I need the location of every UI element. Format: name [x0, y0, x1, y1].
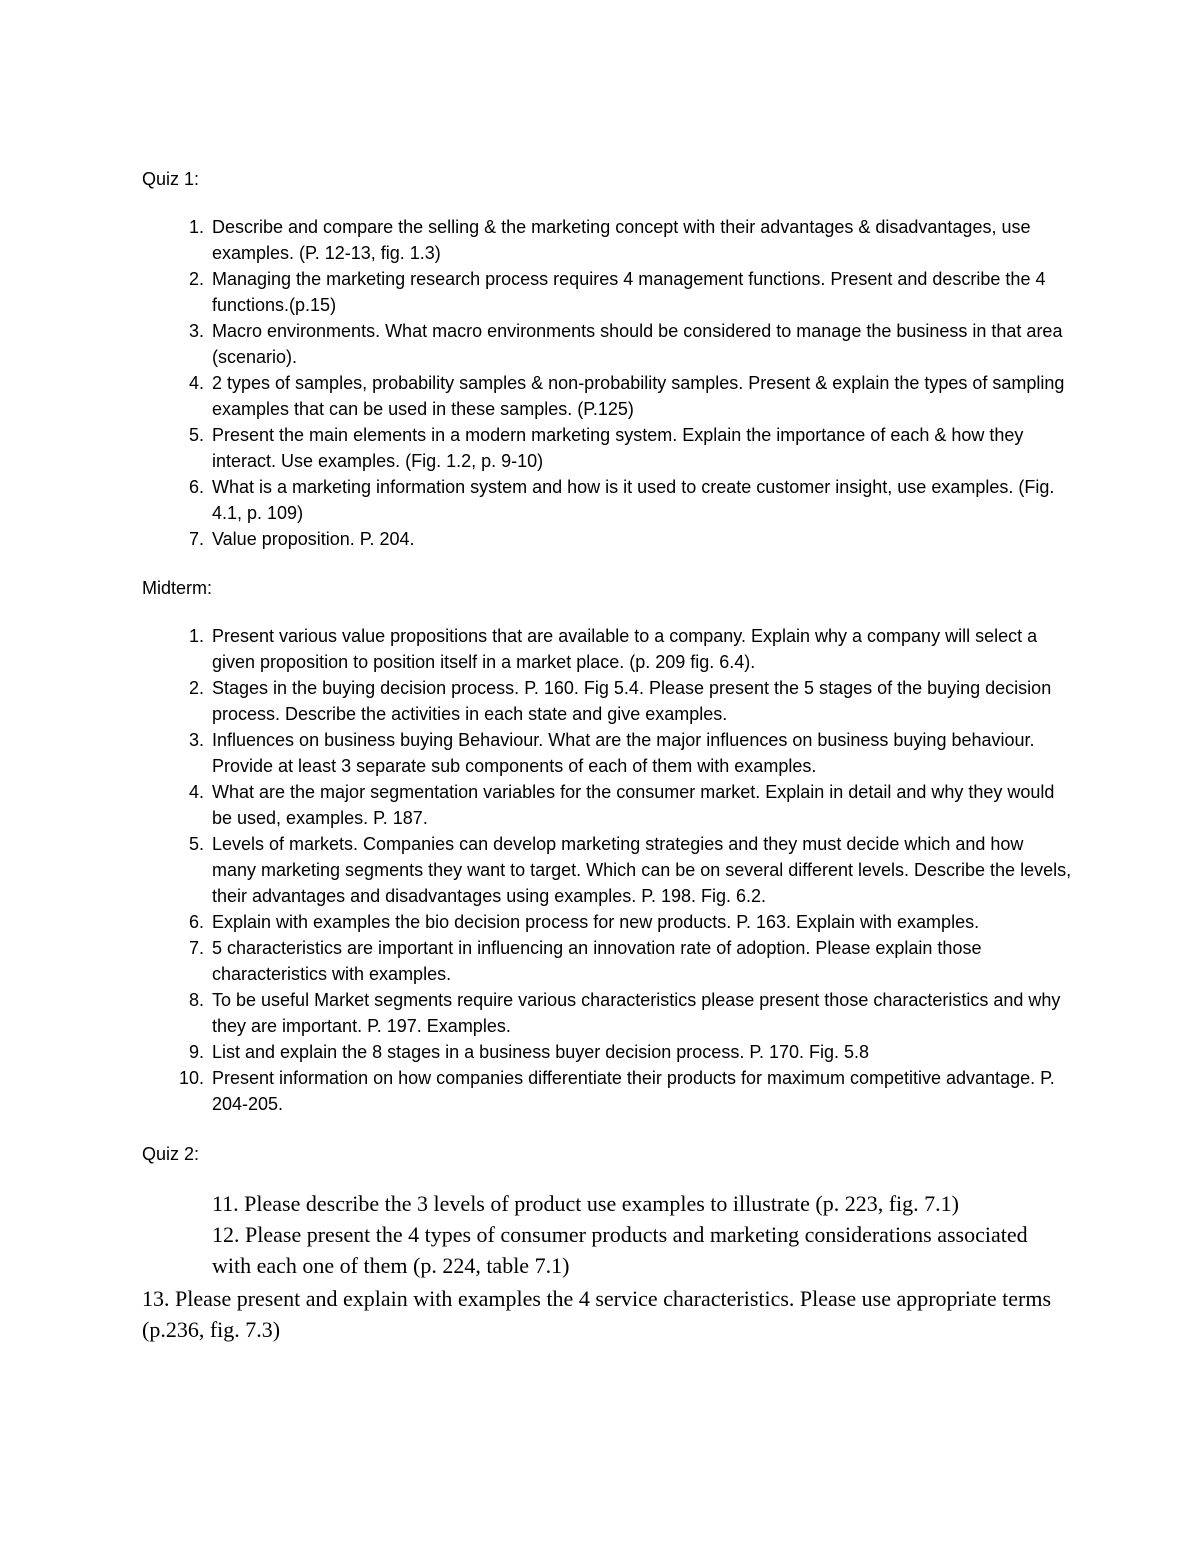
midterm-item-2 [142, 675, 1072, 727]
item-text: What are the major segmentation variables for the consumer market. Explain in detail and why they would be used, examples. P. 187. [212, 782, 1055, 828]
midterm-heading: Midterm: [142, 578, 213, 598]
quiz2-item-12: 12. Please present the 4 types of consumer products and marketing considerations associated with each one of them (p. 224, table 7.1) [212, 1222, 1028, 1278]
midterm-item-5 [142, 831, 1072, 909]
item-number: 8. [188, 990, 204, 1010]
quiz1-item-5 [142, 422, 1072, 474]
quiz1-item-7 [142, 526, 1072, 552]
item-number: 2. [188, 269, 204, 289]
item-text: Levels of markets. Companies can develop marketing strategies and they must decide which and how many marketing segments they want to target. Which can be on several different levels. Describe the levels, their advantages and disadvantages using examples. P. 198. Fig. 6.2. [212, 834, 1072, 906]
quiz1-list [142, 214, 1072, 552]
quiz1-item-1 [142, 214, 1072, 266]
item-number: 6. [188, 477, 204, 497]
midterm-item-9 [142, 1039, 1072, 1065]
item-text: Present various value propositions that are available to a company. Explain why a company will select a given proposition to position itself in a market place. (p. 209 fig. 6.4). [212, 626, 1038, 672]
item-number: 9. [188, 1042, 204, 1062]
item-text: To be useful Market segments require various characteristics please present those characteristics and why they are important. P. 197. Examples. [212, 990, 1061, 1036]
item-text: Influences on business buying Behaviour. What are the major influences on business buying behaviour. Provide at least 3 separate sub components of each of them with examples. [212, 730, 1035, 776]
item-number: 5. [188, 425, 204, 445]
midterm-item-7 [142, 935, 1072, 987]
quiz1-item-3 [142, 318, 1072, 370]
item-number: 7. [188, 938, 204, 958]
item-text: Describe and compare the selling & the marketing concept with their advantages & disadvantages, use examples. (P. 12-13, fig. 1.3) [212, 217, 1031, 263]
midterm-item-10 [142, 1065, 1072, 1117]
midterm-item-1 [142, 623, 1072, 675]
quiz1-item-6 [142, 474, 1072, 526]
item-number: 5. [188, 834, 204, 854]
item-text: Present information on how companies differentiate their products for maximum competitive advantage. P. 204-205. [212, 1068, 1055, 1114]
item-number: 4. [188, 782, 204, 802]
quiz2-item-13: 13. Please present and explain with examples the 4 service characteristics. Please use appropriate terms (p.236, fig. 7.3) [142, 1286, 1052, 1342]
midterm-item-3 [142, 727, 1072, 779]
item-text: Stages in the buying decision process. P. 160. Fig 5.4. Please present the 5 stages of the buying decision process. Describe the activities in each state and give examples. [212, 678, 1052, 724]
midterm-item-8 [142, 987, 1072, 1039]
item-text: Managing the marketing research process requires 4 management functions. Present and describe the 4 functions.(p.15) [212, 269, 1046, 315]
item-number: 3. [188, 321, 204, 341]
item-text: What is a marketing information system and how is it used to create customer insight, use examples. (Fig. 4.1, p. 109) [212, 477, 1055, 523]
item-number: 10. [178, 1068, 204, 1088]
item-number: 1. [188, 626, 204, 646]
item-number: 6. [188, 912, 204, 932]
quiz1-item-4 [142, 370, 1072, 422]
item-number: 7. [188, 529, 204, 549]
item-text: List and explain the 8 stages in a business buyer decision process. P. 170. Fig. 5.8 [212, 1042, 870, 1062]
item-text: Macro environments. What macro environments should be considered to manage the business in that area (scenario). [212, 321, 1063, 367]
quiz1-heading: Quiz 1: [142, 169, 200, 189]
midterm-item-6 [142, 909, 1072, 935]
quiz1-item-2 [142, 266, 1072, 318]
item-number: 2. [188, 678, 204, 698]
item-text: Explain with examples the bio decision process for new products. P. 163. Explain with examples. [212, 912, 980, 932]
item-text: 5 characteristics are important in influencing an innovation rate of adoption. Please explain those characteristics with examples. [212, 938, 982, 984]
item-number: 4. [188, 373, 204, 393]
item-text: 2 types of samples, probability samples & non-probability samples. Present & explain the types of sampling examples that can be used in these samples. (P.125) [212, 373, 1065, 419]
midterm-list [142, 623, 1072, 1117]
item-text: Present the main elements in a modern marketing system. Explain the importance of each & how they interact. Use examples. (Fig. 1.2, p. 9-10) [212, 425, 1024, 471]
item-number: 3. [188, 730, 204, 750]
quiz2-item-11: 11. Please describe the 3 levels of product use examples to illustrate (p. 223, fig. 7.1) [212, 1191, 959, 1216]
midterm-item-4 [142, 779, 1072, 831]
quiz2-heading: Quiz 2: [142, 1144, 200, 1164]
item-text: Value proposition. P. 204. [212, 529, 415, 549]
item-number: 1. [188, 217, 204, 237]
